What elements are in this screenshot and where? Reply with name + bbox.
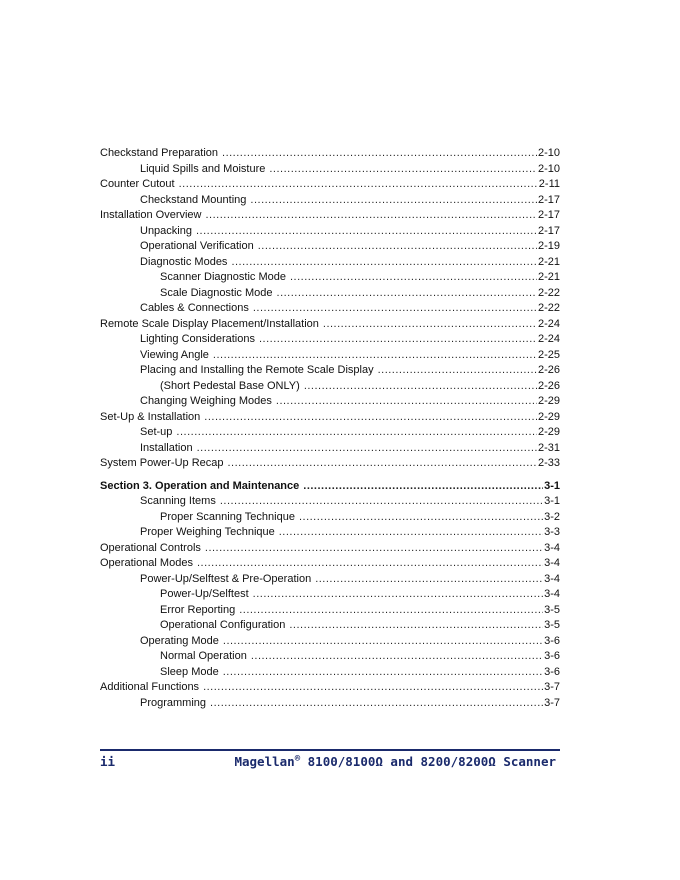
toc-leader-dots <box>204 410 537 426</box>
toc-entry <box>100 224 560 240</box>
toc-entry-page: 2-31 <box>537 441 560 454</box>
toc-entry-title: Scale Diagnostic Mode <box>160 286 273 299</box>
toc-entry <box>100 696 560 712</box>
toc-entry <box>100 410 560 426</box>
toc-entry-title: Diagnostic Modes <box>140 255 228 268</box>
toc-entry-page: 2-29 <box>537 395 560 407</box>
toc-entry-title: Operational Modes <box>100 557 193 569</box>
toc-entry-title: Operational Verification <box>140 240 254 252</box>
toc-entry <box>100 208 560 224</box>
toc-entry-title: Viewing Angle <box>140 348 209 361</box>
toc-entry-page: 2-10 <box>537 147 560 159</box>
registered-mark: ® <box>294 754 301 764</box>
toc-entry-page: 2-26 <box>537 364 560 376</box>
toc-entry <box>100 525 560 541</box>
toc-entry-page: 2-26 <box>537 379 560 392</box>
toc-entry-title: Additional Functions <box>100 681 200 693</box>
toc-entry-page: 3-6 <box>544 665 560 678</box>
toc-leader-dots <box>196 224 537 240</box>
toc-entry-page: 2-10 <box>537 162 560 175</box>
toc-entry-title: Counter Cutout <box>100 178 175 190</box>
toc-entry <box>100 239 560 255</box>
toc-entry-page: 2-33 <box>537 457 560 469</box>
toc-entry <box>100 363 560 379</box>
toc-leader-dots <box>276 394 537 410</box>
toc-entry-title: Operational Configuration <box>160 619 286 631</box>
toc-entry <box>100 286 560 302</box>
toc-entry-title: Set-Up & Installation <box>100 410 201 423</box>
toc-entry-page: 3-5 <box>544 619 560 631</box>
toc-leader-dots <box>323 317 537 333</box>
toc-entry-page: 2-29 <box>537 410 560 423</box>
toc-entry <box>100 162 560 178</box>
toc-leader-dots <box>289 618 543 634</box>
toc-entry-title: Operating Mode <box>140 634 219 647</box>
toc-entry-page: 3-5 <box>544 603 560 616</box>
toc-leader-dots <box>205 541 543 557</box>
toc-leader-dots <box>197 441 537 457</box>
toc-entry-page: 2-29 <box>537 426 560 438</box>
toc-leader-dots <box>253 301 537 317</box>
toc-entry <box>100 603 560 619</box>
toc-entry-page: 2-24 <box>537 317 560 330</box>
toc-entry-page: 2-22 <box>537 286 560 299</box>
toc-entry-page: 2-17 <box>537 224 560 237</box>
toc-entry-page: 3-1 <box>544 479 560 492</box>
toc-entry-page: 3-7 <box>544 681 560 693</box>
toc-entry <box>100 479 560 495</box>
toc-entry <box>100 379 560 395</box>
toc-entry-title: Power-Up/Selftest & Pre-Operation <box>140 572 312 585</box>
toc-entry-page: 3-4 <box>544 541 560 554</box>
toc-entry-title: Unpacking <box>140 224 192 237</box>
toc-entry-title: Normal Operation <box>160 650 247 662</box>
toc-leader-dots <box>210 696 543 712</box>
toc-leader-dots <box>258 239 537 255</box>
toc-entry-page: 2-11 <box>538 178 560 190</box>
toc-entry-page: 2-17 <box>537 209 560 221</box>
toc-entry <box>100 456 560 472</box>
toc-entry <box>100 177 560 193</box>
toc-leader-dots <box>277 286 537 302</box>
toc-entry-page: 2-22 <box>537 302 560 314</box>
toc-entry-title: Power-Up/Selftest <box>160 588 249 600</box>
toc-leader-dots <box>304 379 537 395</box>
toc-entry-title: Error Reporting <box>160 603 236 616</box>
toc-leader-dots <box>299 510 543 526</box>
toc-entry-page: 3-6 <box>544 650 560 662</box>
toc-entry-page: 3-4 <box>544 557 560 569</box>
toc-entry-title: Installation <box>140 441 193 454</box>
toc-leader-dots <box>206 208 537 224</box>
toc-entry <box>100 348 560 364</box>
toc-entry <box>100 270 560 286</box>
toc-leader-dots <box>253 587 543 603</box>
toc-leader-dots <box>213 348 537 364</box>
toc-entry-title: Lighting Considerations <box>140 333 255 345</box>
toc-entry-title: Operational Controls <box>100 541 201 554</box>
page-footer <box>100 752 560 772</box>
toc-leader-dots <box>279 525 543 541</box>
toc-leader-dots <box>303 479 543 495</box>
toc-entry-title: Sleep Mode <box>160 665 219 678</box>
toc-entry-title: Changing Weighing Modes <box>140 395 272 407</box>
toc-entry-title: Proper Weighing Technique <box>140 526 275 538</box>
toc-leader-dots <box>228 456 537 472</box>
toc-entry-title: Programming <box>140 696 207 709</box>
page-number: ii <box>100 754 116 769</box>
toc-leader-dots <box>378 363 537 379</box>
toc-entry-page: 3-2 <box>544 510 560 523</box>
toc-entry-page: 2-25 <box>537 348 560 361</box>
toc-entry-page: 2-21 <box>537 255 560 268</box>
toc-entry <box>100 665 560 681</box>
toc-leader-dots <box>223 634 543 650</box>
toc-entry-page: 2-19 <box>537 240 560 252</box>
toc-entry <box>100 587 560 603</box>
toc-leader-dots <box>315 572 543 588</box>
toc-entry <box>100 332 560 348</box>
toc-entry <box>100 649 560 665</box>
toc-entry-page: 3-6 <box>544 634 560 647</box>
toc-leader-dots <box>259 332 537 348</box>
footer-title-suffix: 8100/8100Ω and 8200/8200Ω Scanner <box>300 754 556 770</box>
toc-entry <box>100 301 560 317</box>
toc-entry <box>100 425 560 441</box>
toc-leader-dots <box>222 146 537 162</box>
toc-entry <box>100 634 560 650</box>
toc-entry-title: Checkstand Mounting <box>140 193 247 206</box>
toc-leader-dots <box>179 177 538 193</box>
toc-leader-dots <box>176 425 537 441</box>
toc-leader-dots <box>231 255 537 271</box>
toc-entry-title: Section 3. Operation and Maintenance <box>100 479 300 492</box>
toc-entry <box>100 441 560 457</box>
toc-entry <box>100 146 560 162</box>
toc-entry-page: 2-21 <box>537 271 560 283</box>
toc-entry-page: 3-3 <box>544 526 560 538</box>
toc-entry-title: Liquid Spills and Moisture <box>140 162 266 175</box>
toc-entry-title: Remote Scale Display Placement/Installation <box>100 317 319 330</box>
toc-entry-title: Placing and Installing the Remote Scale Display <box>140 364 374 376</box>
toc-entry <box>100 193 560 209</box>
toc-entry-title: Proper Scanning Technique <box>160 510 295 523</box>
table-of-contents <box>100 146 560 711</box>
toc-entry <box>100 618 560 634</box>
toc-entry <box>100 317 560 333</box>
toc-entry <box>100 556 560 572</box>
toc-leader-dots <box>269 162 537 178</box>
footer-title <box>234 754 556 769</box>
toc-entry <box>100 510 560 526</box>
toc-entry <box>100 572 560 588</box>
toc-leader-dots <box>250 193 537 209</box>
toc-entry-title: Installation Overview <box>100 209 202 221</box>
toc-entry <box>100 541 560 557</box>
toc-entry-page: 2-24 <box>537 333 560 345</box>
toc-leader-dots <box>290 270 537 286</box>
toc-entry-page: 3-4 <box>544 572 560 585</box>
toc-entry <box>100 394 560 410</box>
toc-entry-title: System Power-Up Recap <box>100 457 224 469</box>
footer-title-prefix: Magellan <box>234 754 295 770</box>
toc-entry-title: (Short Pedestal Base ONLY) <box>160 379 300 392</box>
toc-entry-title: Scanning Items <box>140 495 216 507</box>
toc-leader-dots <box>239 603 543 619</box>
toc-entry-page: 2-17 <box>537 193 560 206</box>
toc-leader-dots <box>220 494 543 510</box>
toc-entry-title: Cables & Connections <box>140 302 249 314</box>
toc-leader-dots <box>251 649 543 665</box>
toc-entry-title: Set-up <box>140 426 173 438</box>
toc-entry <box>100 494 560 510</box>
toc-entry <box>100 255 560 271</box>
footer-rule <box>100 749 560 751</box>
toc-leader-dots <box>203 680 543 696</box>
toc-entry-title: Scanner Diagnostic Mode <box>160 271 286 283</box>
toc-entry-page: 3-7 <box>544 696 560 709</box>
toc-leader-dots <box>197 556 543 572</box>
toc-entry-title: Checkstand Preparation <box>100 147 219 159</box>
toc-entry <box>100 680 560 696</box>
toc-entry-page: 3-1 <box>544 495 560 507</box>
toc-entry-page: 3-4 <box>544 588 560 600</box>
toc-leader-dots <box>223 665 543 681</box>
